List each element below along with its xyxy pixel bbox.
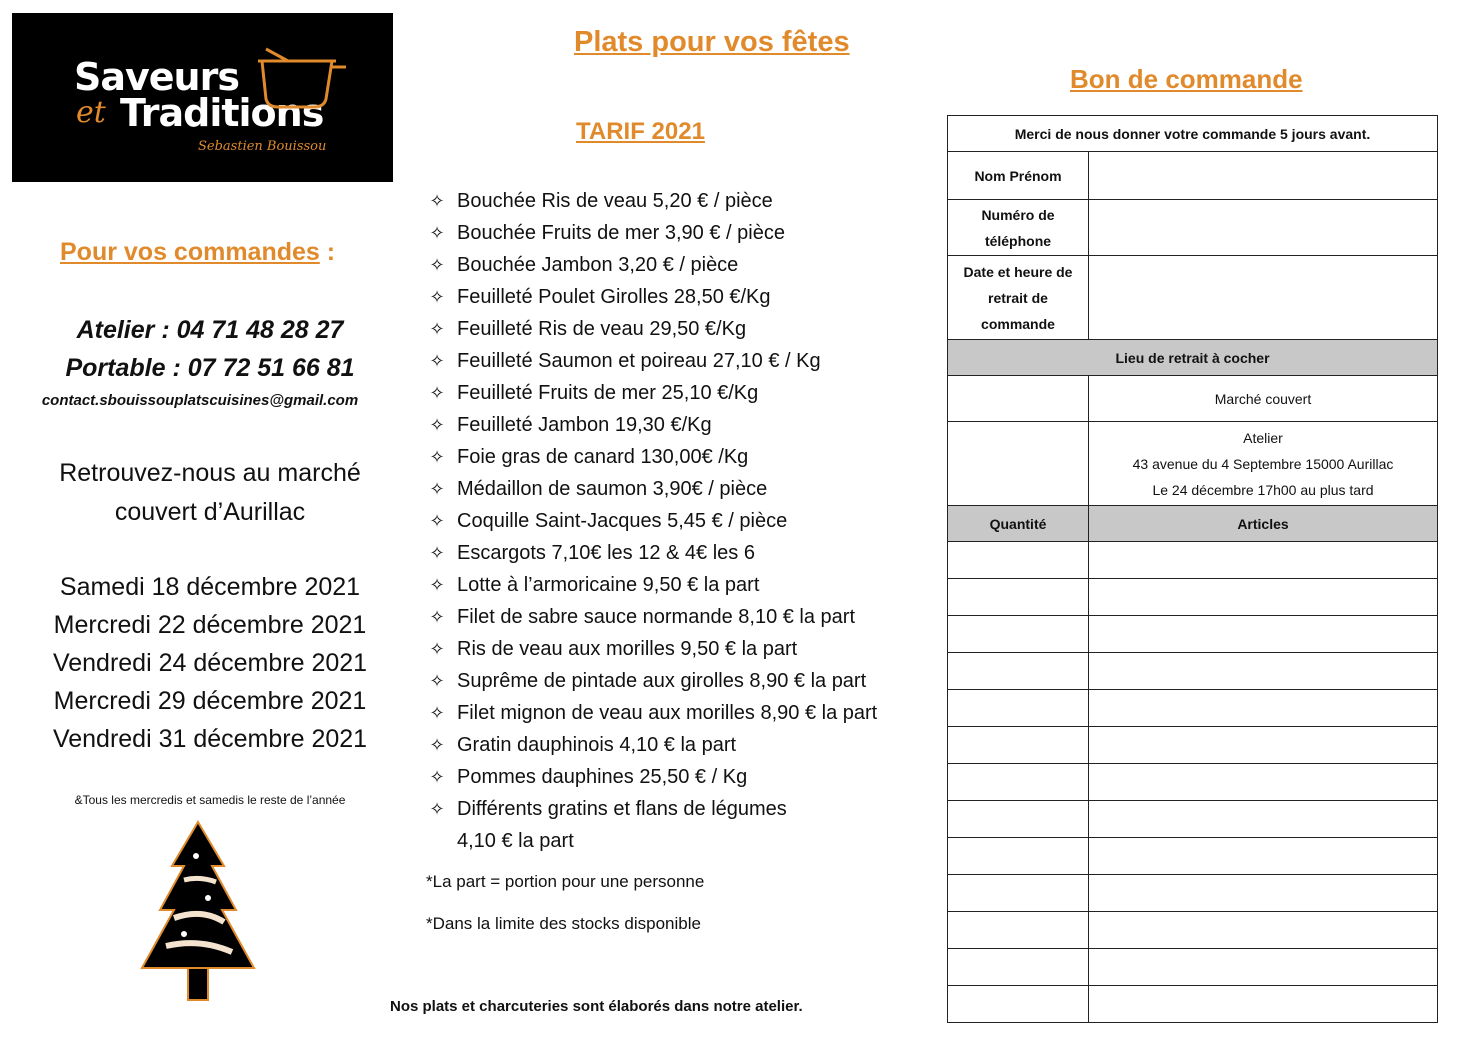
- pickup-header-row: [948, 340, 1438, 376]
- quantity-cell[interactable]: [948, 727, 1089, 764]
- pickup-date-field[interactable]: [1089, 256, 1438, 340]
- article-cell[interactable]: [1089, 801, 1438, 838]
- star-bullet-icon: ✧: [429, 575, 445, 595]
- form-row-date: [948, 256, 1438, 340]
- phone-label-line: Numéro de: [981, 206, 1055, 223]
- pickup-market-checkbox[interactable]: [948, 376, 1089, 422]
- christmas-tree-icon: [138, 818, 258, 1004]
- table-row: [948, 579, 1438, 616]
- pickup-row-atelier: [948, 422, 1438, 506]
- date-item: Vendredi 31 décembre 2021: [52, 725, 368, 753]
- order-form-title: Bon de commande: [1070, 64, 1303, 94]
- brand-logo: [12, 13, 393, 182]
- table-row: [948, 875, 1438, 912]
- portion-note: *La part = portion pour une personne: [426, 872, 705, 891]
- star-bullet-icon: ✧: [429, 191, 445, 211]
- quantity-column-header: Quantité: [948, 506, 1089, 542]
- menu-item-text: Filet mignon de veau aux morilles 8,90 € la part: [457, 702, 878, 724]
- quantity-cell[interactable]: [948, 616, 1089, 653]
- quantity-cell[interactable]: [948, 838, 1089, 875]
- quantity-cell[interactable]: [948, 542, 1089, 579]
- articles-header-row: [948, 506, 1438, 542]
- quantity-cell[interactable]: [948, 690, 1089, 727]
- name-field[interactable]: [1089, 152, 1438, 200]
- order-form: [947, 115, 1438, 1023]
- date-item: Mercredi 29 décembre 2021: [53, 687, 367, 715]
- star-bullet-icon: ✧: [429, 607, 445, 627]
- menu-item-text: Bouchée Ris de veau 5,20 € / pièce: [457, 190, 773, 212]
- articles-column-header: Articles: [1089, 506, 1438, 542]
- contact-email: contact.sbouissouplatscuisines@gmail.com: [41, 392, 359, 409]
- tarif-heading: TARIF 2021: [576, 118, 705, 145]
- cooking-pot-icon: [240, 37, 350, 117]
- table-row: [948, 653, 1438, 690]
- menu-item-text: Gratin dauphinois 4,10 € la part: [457, 734, 737, 756]
- quantity-cell[interactable]: [948, 764, 1089, 801]
- menu-item-text: Suprême de pintade aux girolles 8,90 € la part: [457, 670, 867, 692]
- table-row: [948, 801, 1438, 838]
- logo-word-et: et: [76, 95, 106, 130]
- menu-item-text: Ris de veau aux morilles 9,50 € la part: [457, 638, 798, 660]
- quantity-cell[interactable]: [948, 801, 1089, 838]
- phone-label-line: téléphone: [984, 232, 1052, 249]
- star-bullet-icon: ✧: [429, 511, 445, 531]
- article-cell[interactable]: [1089, 875, 1438, 912]
- menu-item-text: Coquille Saint-Jacques 5,45 € / pièce: [457, 510, 788, 532]
- atelier-line: Atelier: [1243, 429, 1283, 446]
- dates-note: &Tous les mercredis et samedis le reste de l’année: [74, 793, 346, 807]
- atelier-phone: Atelier : 04 71 48 28 27: [76, 316, 344, 344]
- form-row-phone: [948, 200, 1438, 256]
- article-cell[interactable]: [1089, 653, 1438, 690]
- date-label-line: Date et heure de: [963, 263, 1073, 280]
- menu-item-text: Pommes dauphines 25,50 € / Kg: [457, 766, 748, 788]
- star-bullet-icon: ✧: [429, 255, 445, 275]
- star-bullet-icon: ✧: [429, 351, 445, 371]
- menu-item-text: Foie gras de canard 130,00€ /Kg: [457, 446, 749, 468]
- table-row: [948, 764, 1438, 801]
- menu-item-text: Différents gratins et flans de légumes: [457, 798, 787, 820]
- menu-item-text: Feuilleté Ris de veau 29,50 €/Kg: [457, 318, 747, 340]
- page-title: Plats pour vos fêtes: [574, 26, 850, 58]
- star-bullet-icon: ✧: [429, 223, 445, 243]
- date-item: Vendredi 24 décembre 2021: [52, 649, 368, 677]
- form-intro-row: [948, 116, 1438, 152]
- orders-heading-colon: :: [319, 238, 336, 266]
- atelier-line: 43 avenue du 4 Septembre 15000 Aurillac: [1132, 455, 1394, 472]
- menu-item-text: Bouchée Fruits de mer 3,90 € / pièce: [457, 222, 785, 244]
- star-bullet-icon: ✧: [429, 287, 445, 307]
- orders-heading: [60, 238, 335, 267]
- star-bullet-icon: ✧: [429, 543, 445, 563]
- pickup-row-market: [948, 376, 1438, 422]
- article-cell[interactable]: [1089, 542, 1438, 579]
- orders-heading-text: Pour vos commandes: [60, 238, 320, 266]
- pickup-header: Lieu de retrait à cocher: [948, 340, 1438, 376]
- pickup-market-label: Marché couvert: [1089, 376, 1438, 422]
- date-item: Samedi 18 décembre 2021: [59, 573, 361, 601]
- star-bullet-icon: ✧: [429, 703, 445, 723]
- quantity-cell[interactable]: [948, 653, 1089, 690]
- pickup-date-label: [948, 256, 1089, 340]
- table-row: [948, 838, 1438, 875]
- star-bullet-icon: ✧: [429, 383, 445, 403]
- article-cell[interactable]: [1089, 727, 1438, 764]
- logo-signature: Sebastien Bouissou: [198, 139, 327, 154]
- footer-note: Nos plats et charcuteries sont élaborés dans notre atelier.: [390, 998, 803, 1015]
- article-cell[interactable]: [1089, 616, 1438, 653]
- article-cell[interactable]: [1089, 912, 1438, 949]
- market-dates: [10, 568, 410, 758]
- article-cell[interactable]: [1089, 986, 1438, 1023]
- table-row: [948, 912, 1438, 949]
- form-intro: Merci de nous donner votre commande 5 jours avant.: [948, 116, 1438, 152]
- star-bullet-icon: ✧: [429, 447, 445, 467]
- menu-item-text: Feuilleté Saumon et poireau 27,10 € / Kg: [457, 350, 821, 372]
- star-bullet-icon: ✧: [429, 639, 445, 659]
- logo-word-traditions: Traditions: [120, 91, 324, 135]
- quantity-cell[interactable]: [948, 875, 1089, 912]
- stock-note: *Dans la limite des stocks disponible: [426, 914, 701, 933]
- market-info: [10, 454, 410, 532]
- article-cell[interactable]: [1089, 949, 1438, 986]
- menu-item-text: Escargots 7,10€ les 12 & 4€ les 6: [457, 542, 755, 564]
- menu-item-text: Médaillon de saumon 3,90€ / pièce: [457, 478, 768, 500]
- table-row: [948, 690, 1438, 727]
- menu-item-text: Filet de sabre sauce normande 8,10 € la part: [457, 606, 856, 628]
- pickup-atelier-label: [1089, 422, 1438, 506]
- quantity-cell[interactable]: [948, 949, 1089, 986]
- menu-item-text: Feuilleté Jambon 19,30 €/Kg: [457, 414, 712, 436]
- name-label: Nom Prénom: [948, 152, 1089, 200]
- article-cell[interactable]: [1089, 838, 1438, 875]
- table-row: [948, 542, 1438, 579]
- quantity-cell[interactable]: [948, 986, 1089, 1023]
- star-bullet-icon: ✧: [429, 767, 445, 787]
- mobile-phone: Portable : 07 72 51 66 81: [65, 354, 355, 382]
- menu-item-text: Lotte à l’armoricaine 9,50 € la part: [457, 574, 760, 596]
- date-item: Mercredi 22 décembre 2021: [53, 611, 367, 639]
- table-row: [948, 616, 1438, 653]
- quantity-cell[interactable]: [948, 579, 1089, 616]
- quantity-cell[interactable]: [948, 912, 1089, 949]
- table-row: [948, 949, 1438, 986]
- star-bullet-icon: ✧: [429, 479, 445, 499]
- date-label-line: commande: [981, 315, 1055, 332]
- menu-item-text: Bouchée Jambon 3,20 € / pièce: [457, 254, 739, 276]
- article-cell[interactable]: [1089, 764, 1438, 801]
- logo-word-saveurs: Saveurs: [74, 55, 239, 99]
- menu-item-text: 4,10 € la part: [457, 830, 574, 852]
- star-bullet-icon: ✧: [429, 799, 445, 819]
- star-bullet-icon: ✧: [429, 671, 445, 691]
- star-bullet-icon: ✧: [429, 319, 445, 339]
- date-label-line: retrait de: [988, 289, 1048, 306]
- pickup-atelier-checkbox[interactable]: [948, 422, 1089, 506]
- article-cell[interactable]: [1089, 690, 1438, 727]
- market-line-2: couvert d’Aurillac: [114, 498, 306, 526]
- form-row-name: [948, 152, 1438, 200]
- menu-item-text: Feuilleté Fruits de mer 25,10 €/Kg: [457, 382, 759, 404]
- phone-label: [948, 200, 1089, 256]
- phone-field[interactable]: [1089, 200, 1438, 256]
- table-row: [948, 986, 1438, 1023]
- table-row: [948, 727, 1438, 764]
- article-cell[interactable]: [1089, 579, 1438, 616]
- atelier-line: Le 24 décembre 17h00 au plus tard: [1152, 481, 1374, 498]
- menu-item-text: Feuilleté Poulet Girolles 28,50 €/Kg: [457, 286, 771, 308]
- market-line-1: Retrouvez-nous au marché: [59, 459, 361, 487]
- star-bullet-icon: ✧: [429, 415, 445, 435]
- star-bullet-icon: ✧: [429, 735, 445, 755]
